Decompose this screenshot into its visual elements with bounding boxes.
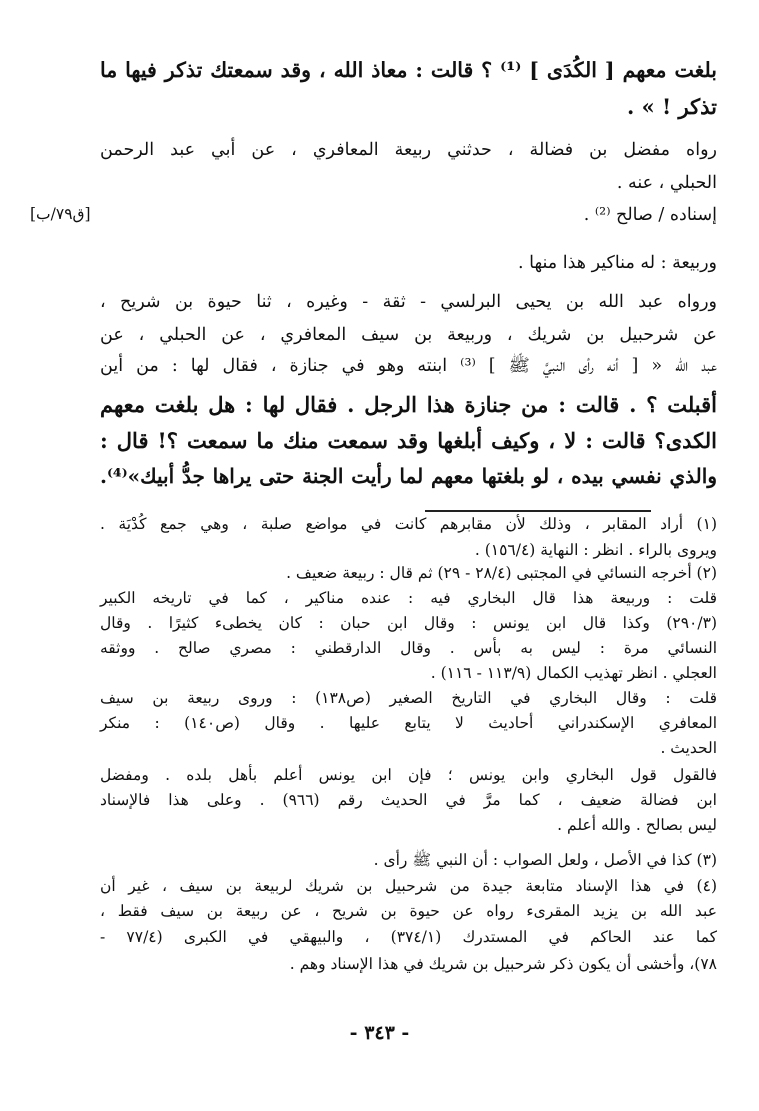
- main-line-6: وربيعة : له مناكير هذا منها .: [517, 253, 717, 273]
- footnote-line-2: ويروى بالراء . انظر : النهاية (١٥٦/٤) .: [474, 541, 717, 559]
- footnote-line-4: قلت : وربيعة هذا قال البخاري فيه : عنده مناكير ، كما في تاريخه الكبير: [100, 589, 717, 607]
- main-line-10: أقبلت ؟ . قالت : من جنازة هذا الرجل . فقال لها : هل بلغت معهم: [100, 392, 717, 417]
- main-line-7: ورواه عبد الله بن يحيى البرلسي - ثقة - وغيره ، ثنا حيوة بن شريح ،: [100, 292, 717, 312]
- page-number: - ٣٤٣ -: [349, 1022, 410, 1044]
- main-line-2: تذكر ! » .: [626, 94, 717, 119]
- footnote-line-11: فالقول قول البخاري وابن يونس ؛ فإن ابن يونس أعلم بأهل بلده . ومفضل: [100, 766, 717, 784]
- main-line-12: والذي نفسي بيده ، لو بلغتها معهم لما رأيت الجنة حتى يراها جدُّ أبيك»⁽⁴⁾.: [100, 464, 717, 488]
- footnote-line-6: النسائي مرة : ليس به بأس . وقال الدارقطني : مصري صالح . ووثقه: [100, 639, 717, 657]
- footnote-line-3: (٢) أخرجه النسائي في المجتبى (٢٨/٤ - ٢٩) ثم قال : ربيعة ضعيف .: [286, 564, 717, 582]
- footnote-line-13: ليس بصالح . والله أعلم .: [557, 816, 717, 834]
- main-line-8: عن شرحبيل بن شريك ، وربيعة بن سيف المعافري ، عن الحبلي ، عن: [100, 325, 717, 345]
- footnote-line-8: قلت : وقال البخاري في التاريخ الصغير (ص١٣٨) : وروى ربيعة بن سيف: [100, 689, 717, 707]
- footnote-line-12: ابن فضالة ضعيف ، كما مرَّ في الحديث رقم (٩٦٦) . وعلى هذا فالإسناد: [100, 791, 717, 809]
- main-line-4: الحبلي ، عنه .: [616, 173, 717, 193]
- footnote-line-1: (١) أراد المقابر ، وذلك لأن مقابرهم كانت في مواضع صلبة ، وهي جمع كُدْيَة .: [100, 515, 717, 533]
- manuscript-folio-marker: [ق٧٩/ب]: [30, 205, 91, 223]
- footnote-line-18: ٧٨)، وأخشى أن يكون ذكر شرحبيل بن شريك في هذا الإسناد وهم .: [289, 955, 717, 973]
- main-line-1: بلغت معهم [ الكُدَى ] ⁽¹⁾ ؟ قالت : معاذ الله ، وقد سمعتك تذكر فيها ما: [100, 58, 717, 82]
- footnote-line-15: (٤) في هذا الإسناد متابعة جيدة من شرحبيل بن شريك لربيعة بن سيف ، غير أن: [100, 877, 717, 895]
- main-line-9: عبد الله « [ أنه رأى النبيَّ ﷺ ] ⁽³⁾ ابنته وهو في جنازة ، فقال لها : من أين: [100, 356, 717, 376]
- main-line-5: إسناده / صالح ⁽²⁾ .: [583, 205, 717, 225]
- main-line-11: الكدى؟ قالت : لا ، وكيف أبلغها وقد سمعت منك ما سمعت ؟! قال :: [100, 428, 717, 453]
- footnote-line-14: (٣) كذا في الأصل ، ولعل الصواب : أن النبي ﷺ رأى .: [373, 851, 717, 869]
- footnote-line-17: كما عند الحاكم في المستدرك (٣٧٤/١) ، والبيهقي في الكبرى (٧٧/٤ -: [100, 928, 717, 946]
- main-line-3: رواه مفضل بن فضالة ، حدثني ربيعة المعافري ، عن أبي عبد الرحمن: [100, 140, 717, 160]
- footnote-line-9: المعافري الإسكندراني أحاديث لا يتابع عليها . وقال (ص١٤٠) : منكر: [100, 714, 717, 732]
- footnote-separator: [425, 510, 651, 512]
- footnote-line-10: الحديث .: [660, 739, 717, 757]
- footnote-line-5: (٢٩٠/٣) وكذا قال ابن يونس : وقال ابن حبان : كان يخطىء كثيرًا . وقال: [100, 614, 717, 632]
- footnote-line-16: عبد الله بن يزيد المقرىء رواه عن حيوة بن شريح ، عن ربيعة بن سيف فقط ،: [100, 902, 717, 920]
- footnote-line-7: العجلي . انظر تهذيب الكمال (١١٣/٩ - ١١٦) .: [430, 664, 717, 682]
